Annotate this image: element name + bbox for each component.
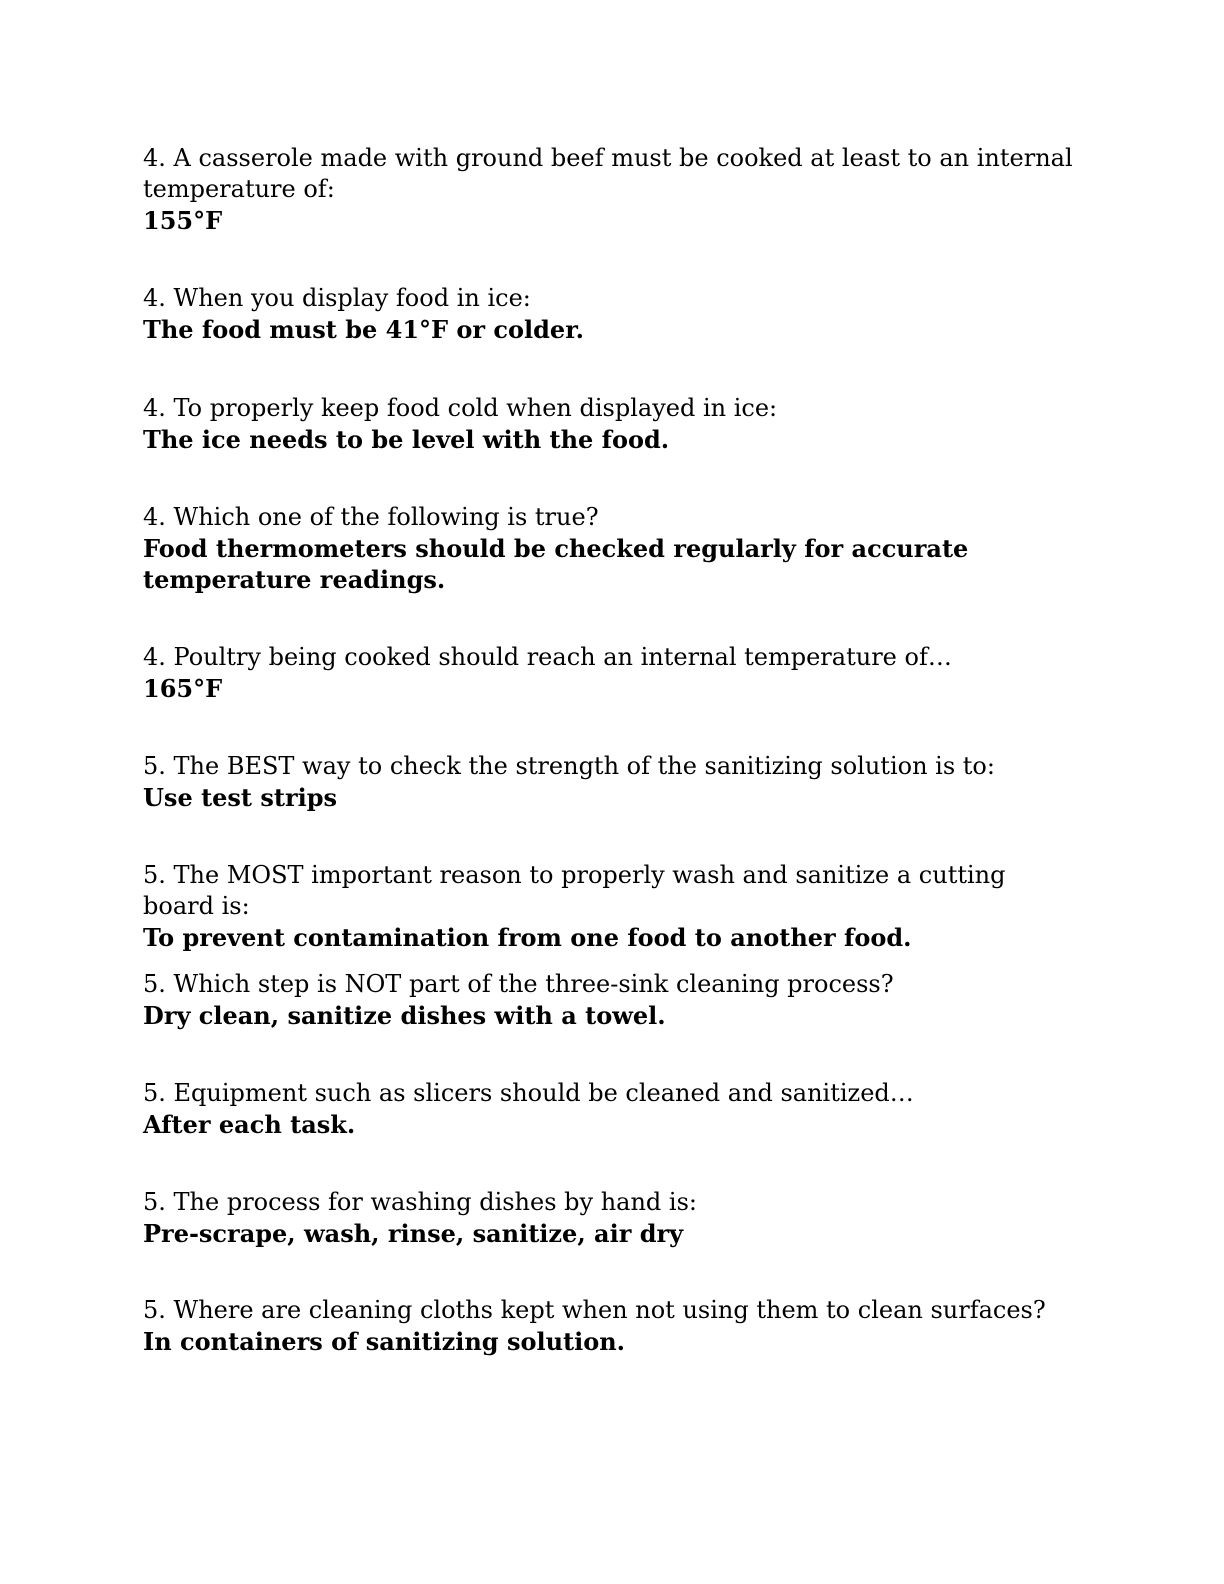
question-text: 5. The BEST way to check the strength of the sanitizing solution is to:	[143, 752, 995, 780]
answer-text: 165°F	[143, 674, 223, 703]
qa-item	[143, 283, 1083, 345]
answer-text: Use test strips	[143, 783, 338, 812]
answer-text: 155°F	[143, 206, 223, 235]
answer-text: To prevent contamination from one food to another food.	[143, 923, 912, 952]
answer-text: Pre-scrape, wash, rinse, sanitize, air dry	[143, 1219, 684, 1248]
qa-item	[143, 860, 1083, 953]
question-text: 5. The MOST important reason to properly wash and sanitize a cutting board is:	[143, 861, 1006, 920]
question-text: 4. Which one of the following is true?	[143, 503, 599, 531]
question-text: 5. Equipment such as slicers should be cleaned and sanitized…	[143, 1079, 914, 1107]
qa-item	[143, 502, 1083, 595]
question-text: 4. Poultry being cooked should reach an internal temperature of…	[143, 643, 952, 671]
qa-item	[143, 393, 1083, 455]
qa-item	[143, 143, 1083, 236]
qa-item	[143, 969, 1083, 1031]
question-text: 4. A casserole made with ground beef must be cooked at least to an internal temperature of:	[143, 144, 1073, 203]
qa-item	[143, 1295, 1083, 1357]
question-text: 5. Where are cleaning cloths kept when not using them to clean surfaces?	[143, 1296, 1046, 1324]
qa-item	[143, 1078, 1083, 1140]
qa-item	[143, 1187, 1083, 1249]
question-text: 5. The process for washing dishes by hand is:	[143, 1188, 698, 1216]
answer-text: Food thermometers should be checked regularly for accurate temperature readings.	[143, 534, 969, 594]
question-text: 5. Which step is NOT part of the three-sink cleaning process?	[143, 970, 894, 998]
answer-text: After each task.	[143, 1110, 356, 1139]
question-text: 4. When you display food in ice:	[143, 284, 531, 312]
answer-text: In containers of sanitizing solution.	[143, 1327, 626, 1356]
qa-item	[143, 642, 1083, 704]
answer-text: The food must be 41°F or colder.	[143, 315, 584, 344]
qa-item	[143, 751, 1083, 813]
answer-text: Dry clean, sanitize dishes with a towel.	[143, 1001, 666, 1030]
question-text: 4. To properly keep food cold when displayed in ice:	[143, 394, 778, 422]
answer-text: The ice needs to be level with the food.	[143, 425, 670, 454]
